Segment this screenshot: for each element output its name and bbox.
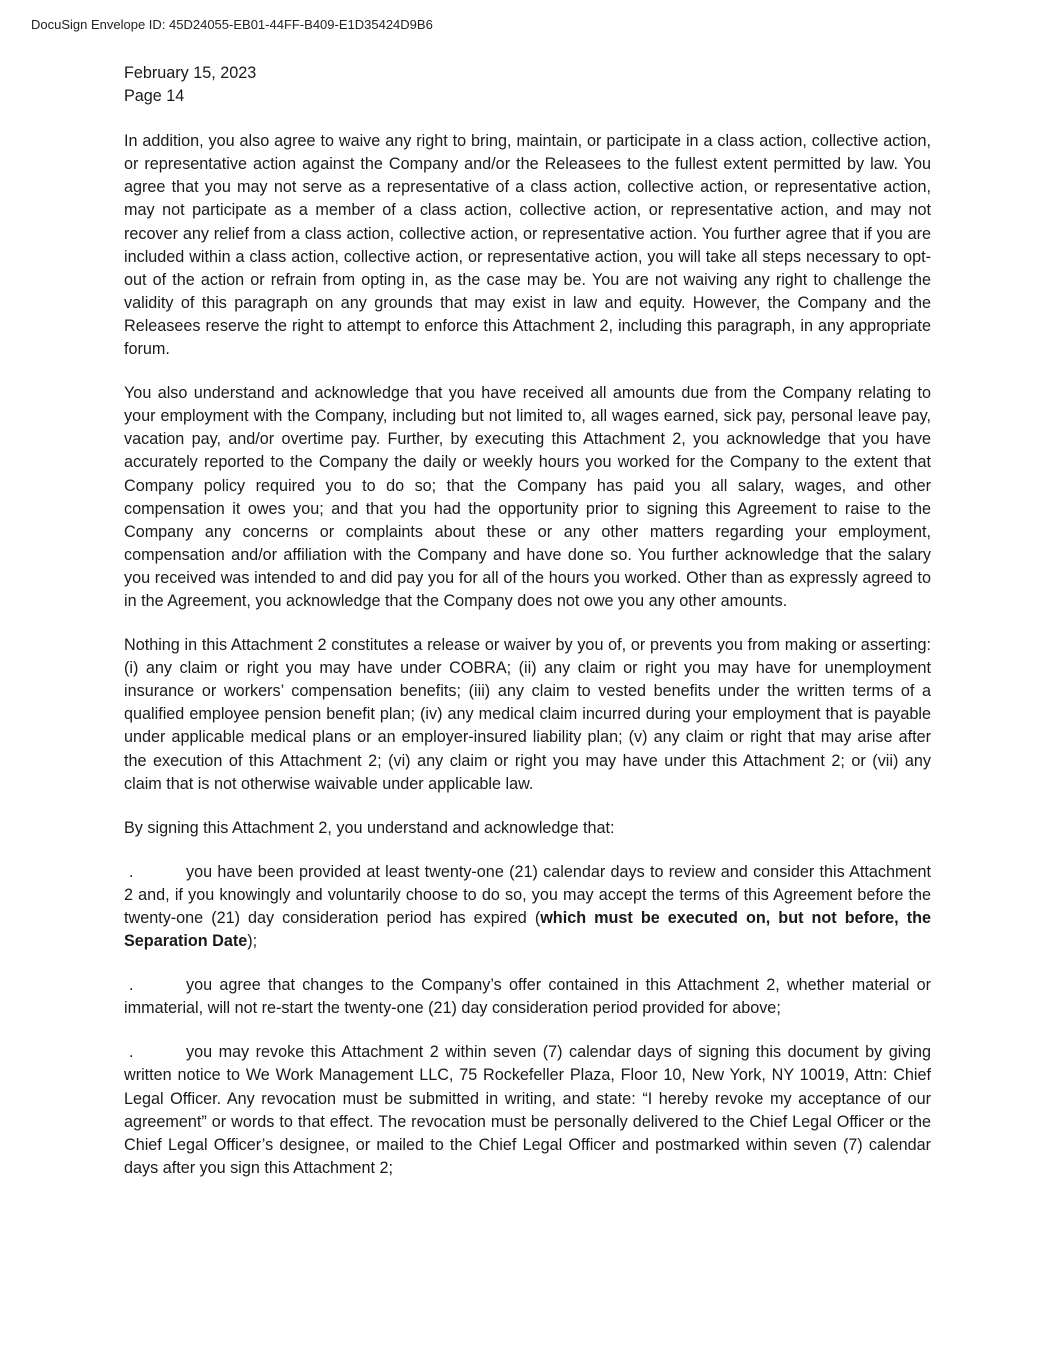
bullet-consideration-period	[124, 861, 931, 953]
bullet-revocation-text: you may revoke this Attachment 2 within seven (7) calendar days of signing this document by giving written notice to We Work Management LLC, 75 Rockefeller Plaza, Floor 10, New York, NY 10019, Attn: Chief Legal Officer. Any revocation must be submitted in writing, and state: “I hereby revoke my acceptance of our agreement” or words to that effect. The revocation must be personally delivered to the Chief Legal Officer or the Chief Legal Officer’s designee, or mailed to the Chief Legal Officer and postmarked within seven (7) calendar days after you sign this Attachment 2;	[124, 1043, 931, 1177]
bullet-consideration-text: you have been provided at least twenty-one (21) calendar days to review and consider this Attachment 2 and, if you knowingly and voluntarily choose to do so, you may accept the terms of this Agreement before the twenty-one (21) day consideration period has expired (	[124, 862, 931, 927]
paragraph-nothing-constitutes: Nothing in this Attachment 2 constitutes a release or waiver by you of, or prevents you from making or asserting: (i) any claim or right you may have under COBRA; (ii) any claim or right you may have for unemployment insurance or workers’ compensation benefits; (iii) any claim to vested benefits under the written terms of a qualified employee pension benefit plan; (iv) any medical claim incurred during your employment that is payable under applicable medical plans or an employer-insured liability plan; (v) any claim or right that may arise after the execution of this Attachment 2; (vi) any claim or right you may have under this Attachment 2; or (vii) any claim that is not otherwise waivable under applicable law.	[124, 636, 931, 793]
document-page	[124, 62, 931, 1180]
paragraph-amounts-received: You also understand and acknowledge that you have received all amounts due from the Company relating to your employment with the Company, including but not limited to, all wages earned, sick pay, personal leave pay, vacation pay, and/or overtime pay. Further, by executing this Attachment 2, you acknowledge that you have accurately reported to the Company the daily or weekly hours you worked for the Company to the extent that Company policy required you to do so; that the Company has paid you all salary, wages, and other compensation it owes you; and that you had the opportunity prior to signing this Agreement to raise to the Company any concerns or complaints about these or any other matters regarding your employment, compensation and/or affiliation with the Company and have done so. You further acknowledge that the salary you received was intended to and did pay you for all of the hours you worked. Other than as expressly agreed to in the Agreement, you acknowledge that the Company does not owe you any other amounts.	[124, 384, 931, 610]
bullet-marker: .	[129, 862, 134, 881]
bullet-consideration-bold: which must be executed on, but not before, the Separation Date	[124, 909, 932, 951]
bullet-marker: .	[129, 976, 134, 995]
paragraph-class-action-waiver: In addition, you also agree to waive any right to bring, maintain, or participate in a class action, collective action, or representative action against the Company and/or the Releasees to the fullest extent permitted by law. You agree that you may not serve as a representative of a class action, collective action, or representative action, may not participate as a member of a class action, collective action, or representative action, and may not recover any relief from a class action, collective action, or representative action. You further agree that if you are included within a class action, collective action, or representative action, you will take all steps necessary to opt-out of the action or refrain from opting in, as the case may be. You are not waiving any right to challenge the validity of this paragraph on any grounds that may exist in law and equity. However, the Company and the Releasees reserve the right to attempt to enforce this Attachment 2, including this paragraph, in any appropriate forum.	[124, 132, 931, 359]
bullet-changes	[124, 974, 931, 1020]
paragraph-by-signing: By signing this Attachment 2, you understand and acknowledge that:	[124, 818, 615, 837]
bullet-marker: .	[129, 1043, 134, 1062]
bullet-revocation	[124, 1041, 931, 1180]
bullet-changes-text: you agree that changes to the Company’s offer contained in this Attachment 2, whether material or immaterial, will not re-start the twenty-one (21) day consideration period provided for above;	[124, 976, 931, 1018]
bullet-consideration-end: );	[247, 932, 258, 951]
letter-header	[124, 62, 931, 108]
letter-date: February 15, 2023	[124, 64, 257, 82]
docusign-envelope-id: DocuSign Envelope ID: 45D24055-EB01-44FF-B409-E1D35424D9B6	[31, 17, 433, 32]
page-number: Page 14	[124, 87, 185, 106]
